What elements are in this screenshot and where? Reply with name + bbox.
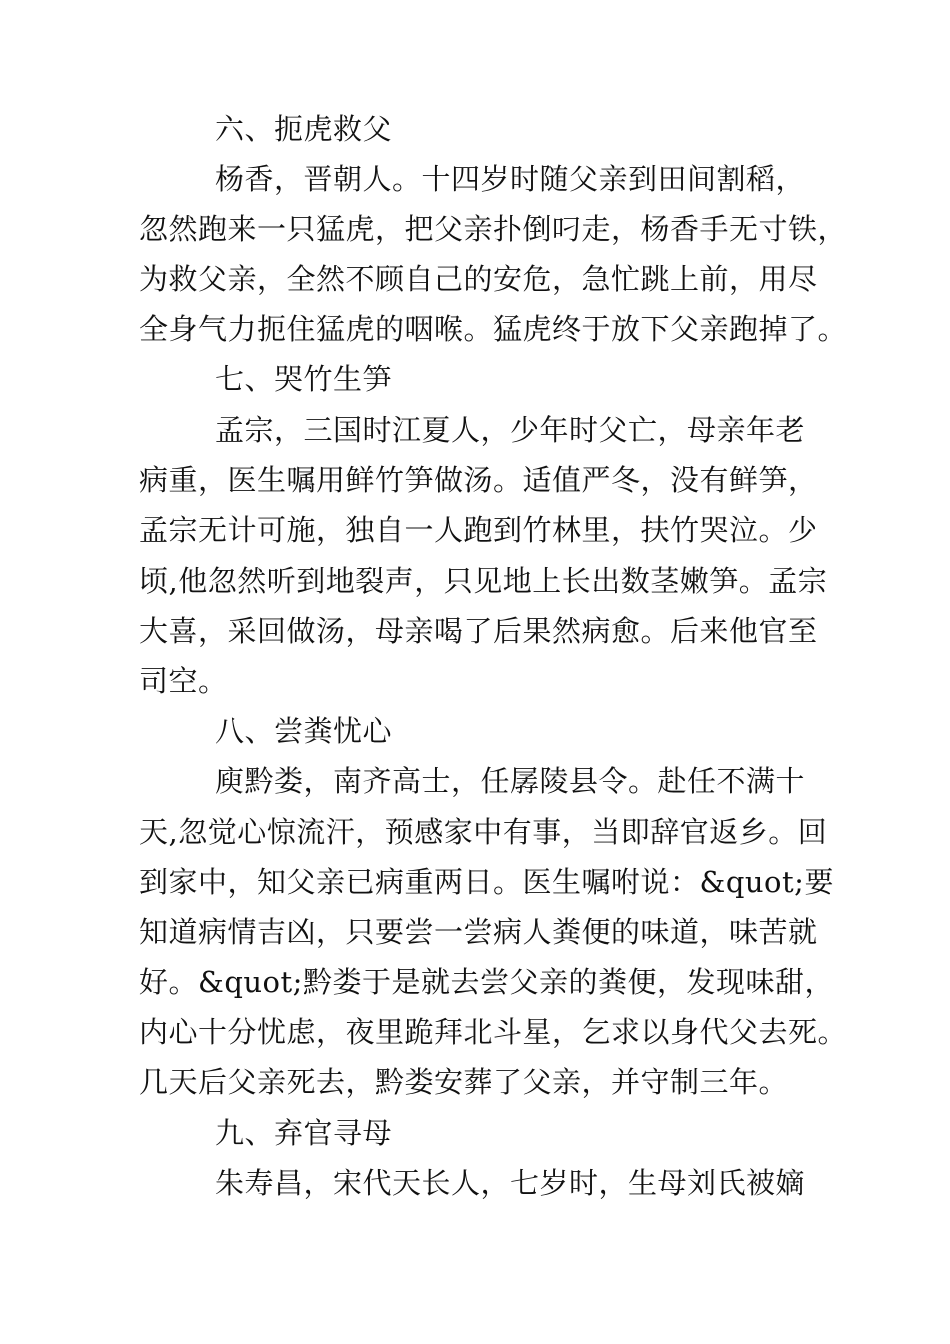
section-heading-9: 九、弃官寻母 [215, 1116, 393, 1150]
paragraph-line: 忽然跑来一只猛虎，把父亲扑倒叼走，杨香手无寸铁， [139, 212, 848, 246]
paragraph-line: 顷,他忽然听到地裂声，只见地上长出数茎嫩笋。孟宗 [139, 564, 828, 598]
paragraph-line: 杨香，晋朝人。十四岁时随父亲到田间割稻， [215, 162, 806, 196]
paragraph-line: 司空。 [139, 664, 228, 698]
paragraph-line: 全身气力扼住猛虎的咽喉。猛虎终于放下父亲跑掉了。 [139, 312, 848, 346]
paragraph-line: 孟宗无计可施，独自一人跑到竹林里，扶竹哭泣。少 [139, 513, 818, 547]
paragraph-line: 庾黔娄，南齐高士，任孱陵县令。赴任不满十 [215, 764, 806, 798]
paragraph-line: 病重，医生嘱用鲜竹笋做汤。适值严冬，没有鲜笋， [139, 463, 818, 497]
paragraph-line: 孟宗，三国时江夏人，少年时父亡，母亲年老 [215, 413, 806, 447]
section-heading-7: 七、哭竹生笋 [215, 362, 393, 396]
paragraph-line: 为救父亲，全然不顾自己的安危，急忙跳上前，用尽 [139, 262, 818, 296]
paragraph-line: 到家中，知父亲已病重两日。医生嘱咐说：&quot;要 [139, 865, 834, 899]
paragraph-line: 大喜，采回做汤，母亲喝了后果然病愈。后来他官至 [139, 614, 818, 648]
section-heading-6: 六、扼虎救父 [215, 112, 393, 146]
paragraph-line: 内心十分忧虑，夜里跪拜北斗星，乞求以身代父去死。 [139, 1015, 848, 1049]
paragraph-line: 几天后父亲死去，黔娄安葬了父亲，并守制三年。 [139, 1065, 789, 1099]
paragraph-line: 知道病情吉凶，只要尝一尝病人粪便的味道，味苦就 [139, 915, 818, 949]
paragraph-line: 好。&quot;黔娄于是就去尝父亲的粪便，发现味甜， [139, 965, 834, 999]
section-heading-8: 八、尝粪忧心 [215, 714, 393, 748]
paragraph-line: 朱寿昌，宋代天长人，七岁时，生母刘氏被嫡 [215, 1166, 806, 1200]
paragraph-line: 天,忽觉心惊流汗，预感家中有事，当即辞官返乡。回 [139, 815, 828, 849]
